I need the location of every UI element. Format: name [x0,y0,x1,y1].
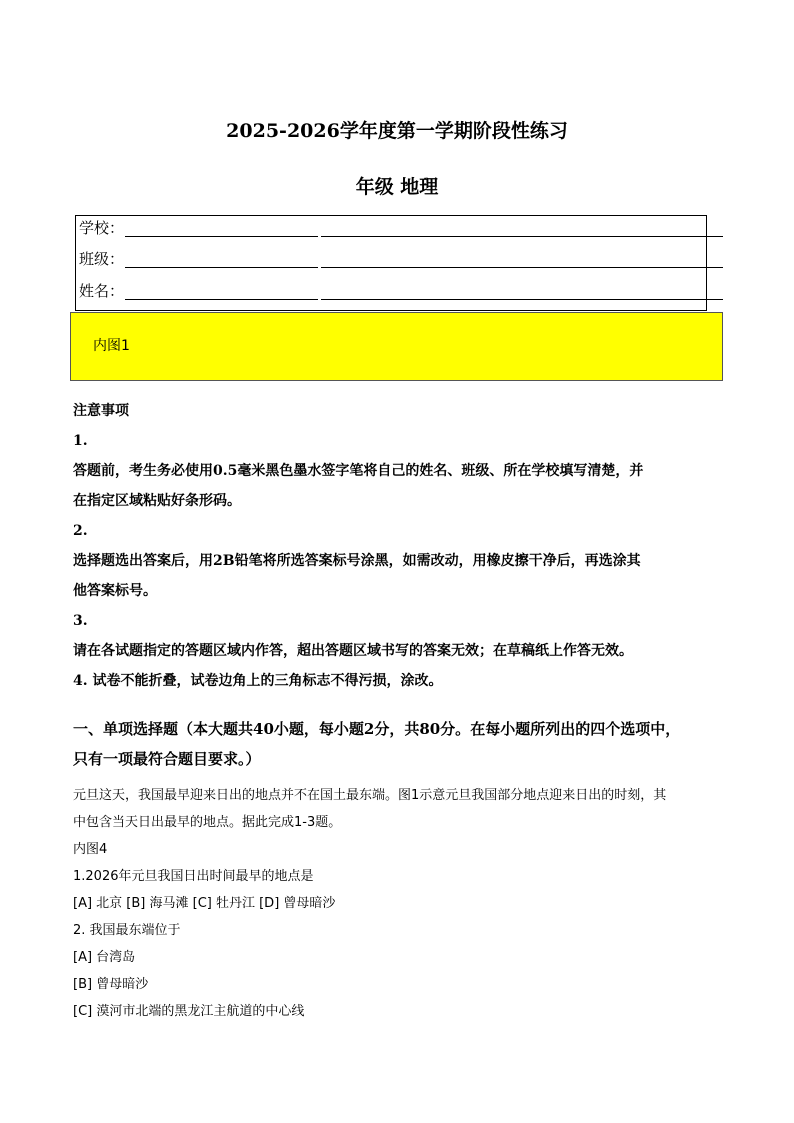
class-label: 班级： [79,250,125,268]
question-2-stem: 2. 我国最东端位于 [73,923,181,938]
question-2-option-c: [C] 漠河市北端的黑龙江主航道的中心线 [73,1004,305,1019]
school-label: 学校： [79,219,125,237]
name-label: 姓名： [79,282,125,300]
notice-item-2-line2: 他答案标号。 [73,583,157,599]
question-2-option-a: [A] 台湾岛 [73,950,136,965]
question-passage [73,782,733,1025]
name-row [76,281,794,311]
name-field[interactable] [125,299,318,300]
notice-item-4-line1: 4. 试卷不能折叠，试卷边角上的三角标志不得污损，涂改。 [73,673,443,689]
notice-item-3-line1: 请在各试题指定的答题区域内作答，超出答题区域书写的答案无效；在草稿纸上作答无效。 [73,643,633,659]
figure-placeholder-label: 内图1 [93,338,130,354]
notice-item-2-num: 2. [73,523,88,539]
notice-section [73,396,733,696]
question-2-option-b: [B] 曾母暗沙 [73,977,149,992]
notice-item-3-num: 3. [73,613,88,629]
class-row [76,249,794,279]
figure-placeholder-box [70,312,723,381]
section-line-1: 一、单项选择题（本大题共40小题，每小题2分，共80分。在每小题所列出的四个选项中， [73,720,681,738]
student-info-box [75,215,707,311]
exam-title: 2025-2026学年度第一学期阶段性练习 [226,120,568,142]
school-field[interactable] [125,236,318,237]
school-row [76,218,794,248]
notice-heading: 注意事项 [73,403,129,419]
exam-subtitle: 年级 地理 [355,176,439,198]
passage-line-1: 元旦这天，我国最早迎来日出的地点并不在国土最东端。图1示意元旦我国部分地点迎来日出的时刻，其 [73,788,667,803]
question-1-options: [A] 北京 [B] 海马滩 [C] 牡丹江 [D] 曾母暗沙 [73,896,336,911]
name-field-extra[interactable] [321,299,723,300]
school-field-extra[interactable] [321,236,723,237]
passage-line-2: 中包含当天日出最早的地点。据此完成1-3题。 [73,815,342,830]
notice-item-1-num: 1. [73,433,88,449]
notice-item-1-line2: 在指定区域粘贴好条形码。 [73,493,241,509]
section-line-2: 只有一项最符合题目要求。） [73,750,261,768]
passage-figure-label: 内图4 [73,842,108,857]
notice-item-1-line1: 答题前，考生务必使用0.5毫米黑色墨水签字笔将自己的姓名、班级、所在学校填写清楚，并 [73,463,644,479]
question-1-stem: 1.2026年元旦我国日出时间最早的地点是 [73,869,314,884]
section-heading [73,714,733,774]
notice-item-2-line1: 选择题选出答案后，用2B铅笔将所选答案标号涂黑，如需改动，用橡皮擦干净后，再选涂其 [73,553,641,569]
class-field[interactable] [125,267,318,268]
class-field-extra[interactable] [321,267,723,268]
